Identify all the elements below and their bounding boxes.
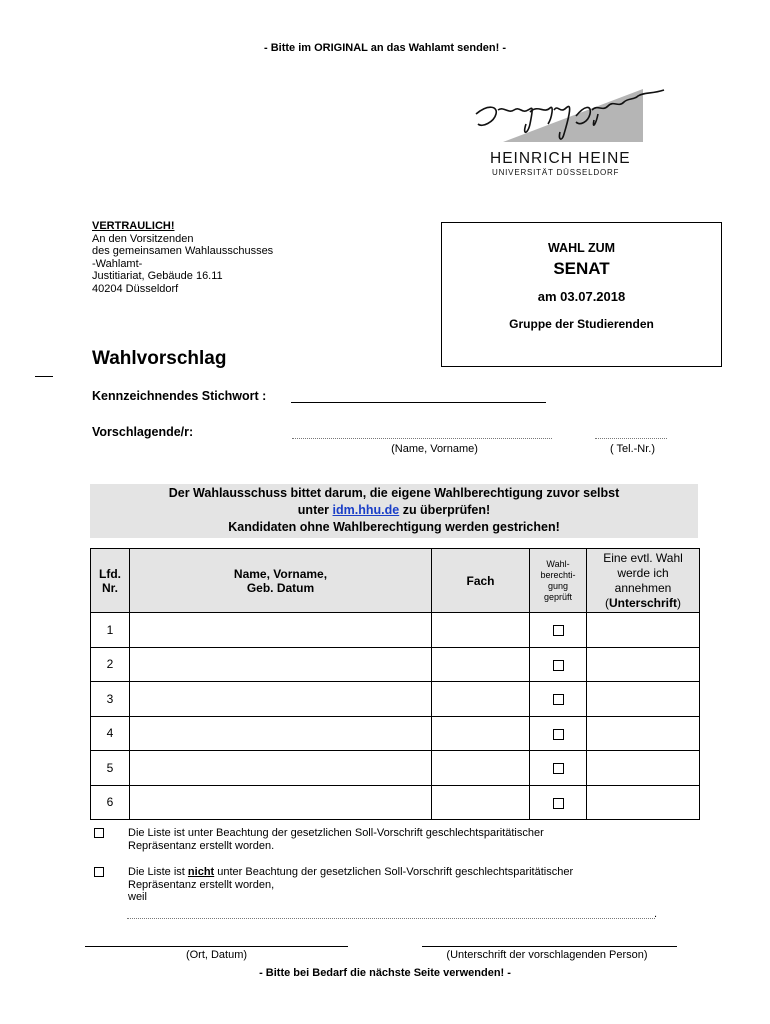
notice-line [90, 502, 698, 519]
eligibility-checkbox[interactable] [553, 763, 564, 774]
logo-wordmark: HEINRICH HEINE [490, 150, 631, 167]
fach-cell[interactable] [432, 716, 530, 751]
fach-cell[interactable] [432, 751, 530, 786]
eligibility-cell [530, 716, 587, 751]
logo-subtitle: UNIVERSITÄT DÜSSELDORF [492, 168, 620, 177]
option-text: Die Liste ist nicht unter Beachtung der gesetzlichen Soll-Vorschrift geschlechtsparitätischer [128, 866, 574, 878]
eligibility-cell [530, 751, 587, 786]
eligibility-checkbox[interactable] [553, 729, 564, 740]
notice-text: zu überprüfen! [402, 503, 491, 517]
fold-mark [35, 376, 53, 377]
form-title: Wahlvorschlag [92, 348, 227, 369]
election-label: WAHL ZUM [547, 241, 616, 255]
proposer-name-field[interactable] [292, 438, 552, 439]
notice-box [90, 484, 698, 538]
idm-link[interactable]: idm.hhu.de [332, 503, 400, 517]
col-eligibility: Wahl- berechti- gung geprüft [530, 549, 587, 613]
option-text: weil [128, 891, 147, 903]
signature-cell[interactable] [587, 682, 700, 717]
signature-caption: (Unterschrift der vorschlagenden Person) [446, 949, 648, 961]
row-number: 5 [91, 751, 130, 786]
table-row [91, 682, 700, 717]
row-number: 1 [91, 613, 130, 648]
signature-field[interactable] [422, 946, 677, 947]
row-number: 6 [91, 785, 130, 820]
fach-cell[interactable] [432, 785, 530, 820]
address-block [92, 220, 273, 296]
name-cell[interactable] [130, 613, 432, 648]
address-line: -Wahlamt- [92, 257, 143, 270]
table-row [91, 647, 700, 682]
option-text: Repräsentanz erstellt worden. [128, 839, 275, 852]
name-cell[interactable] [130, 785, 432, 820]
eligibility-checkbox[interactable] [553, 660, 564, 671]
fach-cell[interactable] [432, 647, 530, 682]
candidate-table [90, 548, 700, 820]
eligibility-cell [530, 785, 587, 820]
election-box [441, 222, 722, 367]
table-header-row [91, 549, 700, 613]
signature-cell[interactable] [587, 785, 700, 820]
election-date: am 03.07.2018 [537, 289, 626, 304]
reason-end: . [654, 908, 658, 920]
place-date-caption: (Ort, Datum) [185, 949, 248, 961]
signature-cell[interactable] [587, 716, 700, 751]
signature-cell[interactable] [587, 751, 700, 786]
proposer-label: Vorschlagende/r: [92, 425, 194, 439]
table-row [91, 751, 700, 786]
keyword-label: Kennzeichnendes Stichwort : [92, 389, 267, 403]
not-emphasis: nicht [187, 866, 215, 878]
parity-no-checkbox[interactable] [94, 867, 104, 877]
col-fach: Fach [432, 549, 530, 613]
table-row [91, 785, 700, 820]
eligibility-cell [530, 682, 587, 717]
reason-field[interactable] [127, 918, 655, 919]
option-text: Die Liste ist unter Beachtung der gesetzlichen Soll-Vorschrift geschlechtsparitätischer [128, 827, 544, 839]
row-number: 4 [91, 716, 130, 751]
address-line: An den Vorsitzenden [92, 232, 194, 245]
address-line: 40204 Düsseldorf [92, 282, 179, 295]
keyword-field[interactable] [291, 402, 546, 403]
eligibility-cell [530, 613, 587, 648]
election-body: SENAT [553, 259, 610, 278]
fach-cell[interactable] [432, 613, 530, 648]
address-line: Justitiariat, Gebäude 16.11 [92, 270, 223, 283]
row-number: 3 [91, 682, 130, 717]
election-group: Gruppe der Studierenden [509, 317, 654, 331]
parity-yes-checkbox[interactable] [94, 828, 104, 838]
option-text: Repräsentanz erstellt worden, [128, 878, 275, 891]
eligibility-checkbox[interactable] [553, 798, 564, 809]
phone-caption: ( Tel.-Nr.) [609, 443, 656, 455]
table-row [91, 716, 700, 751]
proposer-phone-field[interactable] [595, 438, 667, 439]
signature-cell[interactable] [587, 647, 700, 682]
name-caption: (Name, Vorname) [391, 443, 478, 455]
confidential-heading: VERTRAULICH! [92, 220, 175, 232]
col-name: Name, Vorname, Geb. Datum [130, 549, 432, 613]
fach-cell[interactable] [432, 682, 530, 717]
row-number: 2 [91, 647, 130, 682]
bottom-note: - Bitte bei Bedarf die nächste Seite verwenden! - [259, 967, 511, 979]
address-line: des gemeinsamen Wahlausschusses [92, 245, 274, 258]
col-acceptance: Eine evtl. Wahl werde ich annehmen (Unterschrift) [587, 549, 700, 613]
eligibility-checkbox[interactable] [553, 694, 564, 705]
notice-line: Der Wahlausschuss bittet darum, die eigene Wahlberechtigung zuvor selbst [168, 486, 620, 500]
eligibility-cell [530, 647, 587, 682]
table-row [91, 613, 700, 648]
name-cell[interactable] [130, 647, 432, 682]
col-nr: Lfd. Nr. [91, 549, 130, 613]
place-date-field[interactable] [85, 946, 348, 947]
top-note: - Bitte im ORIGINAL an das Wahlamt senden! - [263, 42, 507, 54]
name-cell[interactable] [130, 682, 432, 717]
name-cell[interactable] [130, 751, 432, 786]
notice-text: unter [297, 503, 330, 517]
eligibility-checkbox[interactable] [553, 625, 564, 636]
name-cell[interactable] [130, 716, 432, 751]
signature-cell[interactable] [587, 613, 700, 648]
notice-line: Kandidaten ohne Wahlberechtigung werden gestrichen! [228, 520, 560, 534]
